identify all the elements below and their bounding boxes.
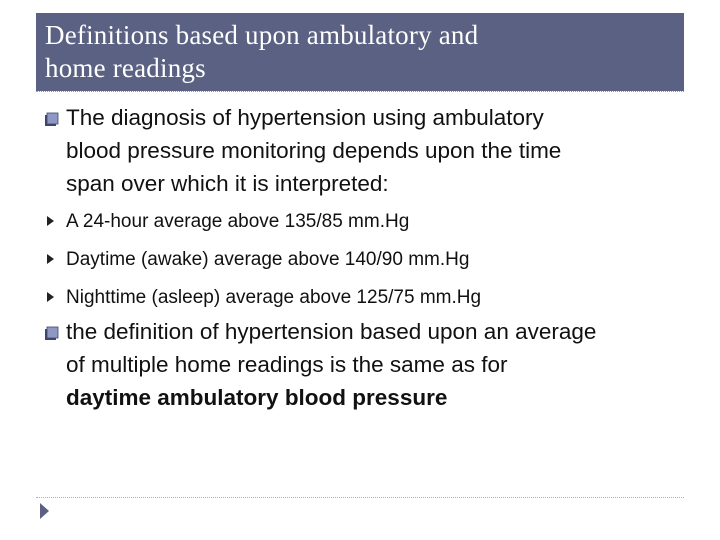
triangle-arrow-icon: [40, 503, 49, 519]
slide-title-line1: Definitions based upon ambulatory and: [45, 20, 479, 50]
list-item: [44, 247, 684, 285]
footer-divider: [36, 497, 684, 498]
list-item: [44, 209, 684, 247]
bullet-home-readings: [44, 315, 684, 414]
threshold-list: [44, 209, 684, 323]
threshold-nighttime: Nighttime (asleep) average above 125/75 mm.Hg: [66, 287, 482, 308]
bullet-diagnosis-text: [44, 101, 684, 200]
bullet-diagnosis-line1: The diagnosis of hypertension using ambulatory: [66, 105, 544, 130]
slide-title-line2: home readings: [45, 53, 206, 83]
title-divider: [36, 91, 684, 93]
bullet-home-line3: daytime ambulatory blood pressure: [66, 385, 448, 410]
threshold-24-hour: A 24-hour average above 135/85 mm.Hg: [66, 211, 410, 232]
square-bullet-icon: [44, 326, 59, 341]
square-bullet-icon: [44, 112, 59, 127]
bullet-diagnosis-line2: blood pressure monitoring depends upon the time: [66, 138, 562, 163]
threshold-daytime: Daytime (awake) average above 140/90 mm.Hg: [66, 249, 470, 270]
triangle-bullet-icon: [47, 292, 54, 302]
slide-title: [45, 19, 676, 85]
slide-title-bar: [36, 13, 684, 91]
bullet-home-readings-text: [44, 315, 684, 414]
bullet-diagnosis: [44, 101, 684, 200]
bullet-diagnosis-line3: span over which it is interpreted:: [66, 171, 389, 196]
triangle-bullet-icon: [47, 216, 54, 226]
triangle-bullet-icon: [47, 254, 54, 264]
bullet-home-line2: of multiple home readings is the same as for: [66, 352, 508, 377]
bullet-home-line1: the definition of hypertension based upon an average: [66, 319, 597, 344]
